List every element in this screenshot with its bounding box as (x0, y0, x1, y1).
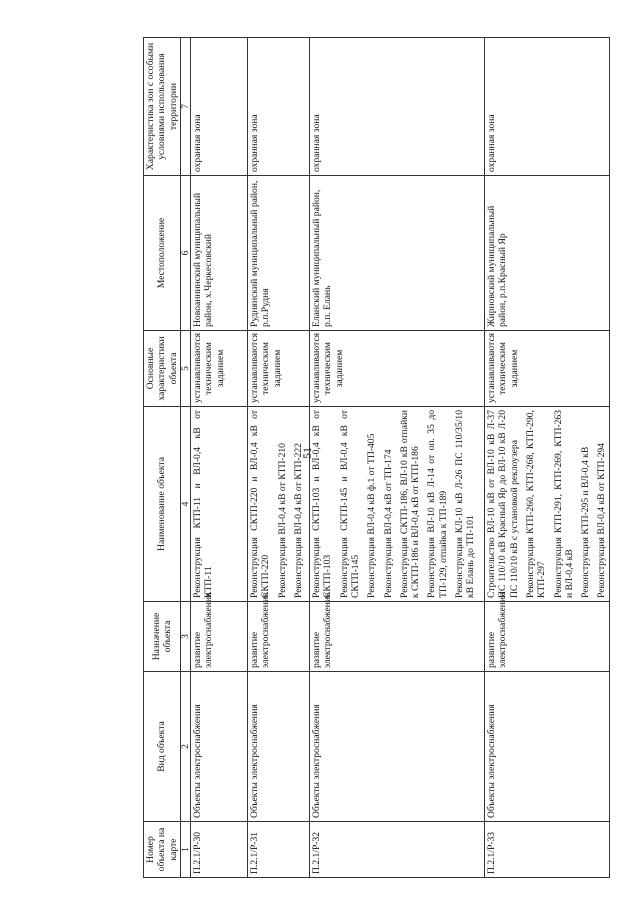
object-purpose: развитие электроснабжения (190, 602, 247, 672)
header-number: Номер объекта на карте (144, 822, 181, 878)
object-location: Руднянский муниципальный район, р.п.Рудня (247, 176, 309, 331)
object-name-item: Реконструкция КЛ-10 кВ Л-26 ПС 110/35/10 кВ Елань до ТП-101 (454, 410, 477, 598)
object-location: Новоаннинский муниципальный район, х.Черкесовский (190, 176, 247, 331)
object-name-item: Реконструкция ВЛ-0,4 кВ от КТП-294 (596, 443, 608, 598)
header-type: Вид объекта (144, 672, 181, 822)
column-index: 4 (180, 407, 190, 602)
column-index: 2 (180, 672, 190, 822)
object-name-item: Реконструкция КТП-295 и ВЛ-0,4 кВ (580, 446, 592, 598)
column-index: 1 (180, 822, 190, 878)
object-specs: устанавливаются техническим заданием (190, 331, 247, 407)
object-purpose: развитие электроснабжения (247, 602, 309, 672)
object-name-item: Реконструкция КТП-11 и ВЛ-0,4 кВ от КТП-11 (191, 410, 215, 598)
table-header-row (144, 38, 181, 878)
object-type: Объекты электроснабжения (309, 672, 484, 822)
object-type: Объекты электроснабжения (190, 672, 247, 822)
header-location: Местоположение (144, 176, 181, 331)
object-name-item: Реконструкция ВЛ-0,4 кВ от ТП-174 (382, 449, 394, 598)
column-index: 5 (180, 331, 190, 407)
object-number: П.2.1/Р-32 (309, 822, 484, 878)
column-index-row (180, 38, 190, 878)
page-number: 51 (300, 447, 314, 459)
table-row (190, 38, 247, 878)
object-name-item: Реконструкция ВЛ-0,4 кВ ф.1 от ТП-405 (366, 433, 378, 598)
object-names (190, 407, 247, 602)
object-location: Еланский муниципальный район, р.п. Елань (309, 176, 484, 331)
object-name-item: Реконструкция ВЛ-0,4 кВ от КТП-210 (276, 443, 288, 598)
column-index: 7 (180, 38, 190, 176)
object-name-item: Реконструкция СКТП-103 и ВЛ-0,4 кВ от СКТП-103 (310, 410, 334, 598)
zone-characteristic: охранная зона (190, 38, 247, 176)
object-specs: устанавливаются техническим заданием (247, 331, 309, 407)
object-name-item: Реконструкция ВЛ-0,4 кВ от КТП-222 (292, 443, 304, 598)
table-row (484, 38, 609, 878)
header-purpose: Назначение объекта (144, 602, 181, 672)
object-name-item: Реконструкция КТП-260, КТП-268, КТП-290, КТП-297 (524, 410, 548, 598)
object-specs: устанавливаются техническим заданием (484, 331, 609, 407)
header-zone: Характеристика зон с особыми условиями использования территории (144, 38, 181, 176)
object-name-item: Реконструкция СКТП-220 и ВЛ-0,4 кВ от СКТП-220 (248, 410, 272, 598)
column-index: 3 (180, 602, 190, 672)
rotated-table-wrapper (143, 38, 638, 878)
zone-characteristic: охранная зона (247, 38, 309, 176)
objects-table (143, 37, 610, 878)
zone-characteristic: охранная зона (484, 38, 609, 176)
object-name-item: Реконструкция СКТП-186, ВЛ-10 кВ отпайки к СКТП-186 и ВЛ-0,4 кВ от КТП-186 (398, 410, 422, 598)
object-purpose: развитие электроснабжения (309, 602, 484, 672)
column-index: 6 (180, 176, 190, 331)
object-names (484, 407, 609, 602)
object-number: П.2.1/Р-30 (190, 822, 247, 878)
object-number: П.2.1/Р-31 (247, 822, 309, 878)
object-name-item: Строительство ВЛ-10 кВ от ВЛ-10 кВ Л-37 ПС 110/10 кВ Красный Яр до ВЛ-10 кВ Л-20 ПС 110/10 кВ с установкой реклоузера (485, 410, 520, 598)
object-location: Жирновский муниципальный район, р.п.Красный Яр (484, 176, 609, 331)
object-specs: устанавливаются техническим заданием (309, 331, 484, 407)
table-row (247, 38, 309, 878)
object-name-item: Реконструкция ВЛ-10 кВ Л-14 от оп. 35 до ТП-129, отпайка к ТП-189 (426, 410, 449, 598)
object-names (309, 407, 484, 602)
table-row (309, 38, 484, 878)
object-name-item: Реконструкция КТП-291, КТП-269, КТП-263 и ВЛ-0,4 кВ (552, 410, 575, 598)
object-name-item: Реконструкция СКТП-145 и ВЛ-0,4 кВ от СКТП-145 (338, 410, 361, 598)
object-names (247, 407, 309, 602)
zone-characteristic: охранная зона (309, 38, 484, 176)
object-number: П.2.1/Р-33 (484, 822, 609, 878)
object-purpose: развитие электроснабжения (484, 602, 609, 672)
object-type: Объекты электроснабжения (484, 672, 609, 822)
header-name: Наименование объекта (144, 407, 181, 602)
object-type: Объекты электроснабжения (247, 672, 309, 822)
header-specs: Основные характеристики объекта (144, 331, 181, 407)
